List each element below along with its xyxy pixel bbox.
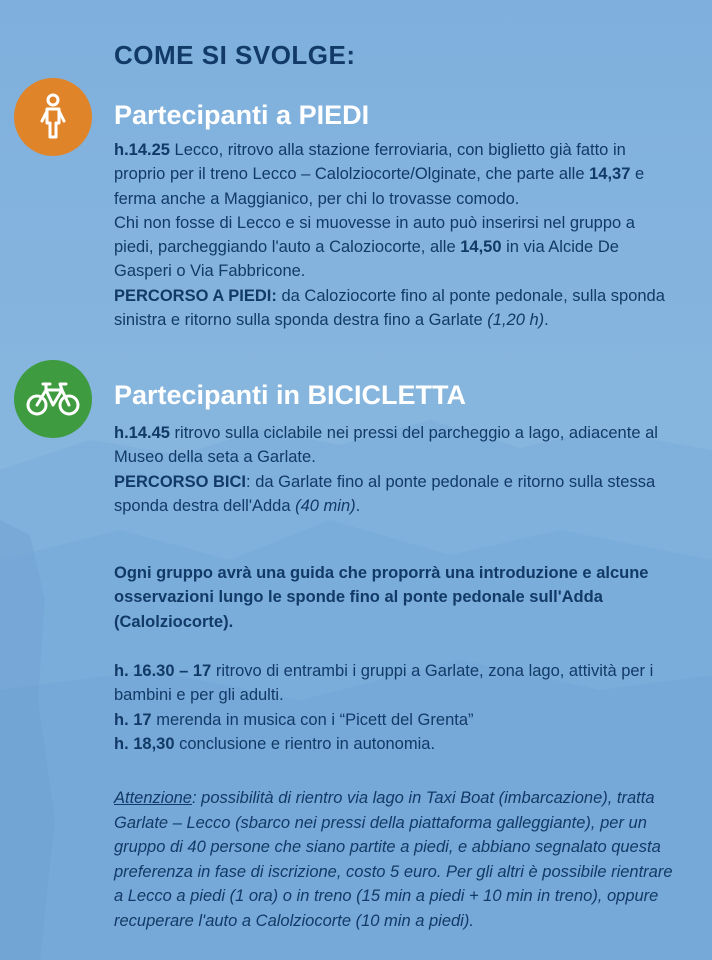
bike-time-meeting: h.14.45 [114,424,170,442]
bike-description: h.14.45 ritrovo sulla ciclabile nei pressi del parcheggio a lago, adiacente al Museo della seta a Garlate. PERCORSO BICI: da Garlate fino al ponte pedonale e ritorno sulla stessa sponda destra dell'Adda (40 min). [114,424,658,515]
schedule-time-3: h. 18,30 [114,734,175,753]
bike-section-title: Partecipanti in BICICLETTA [114,380,467,410]
walk-description: h.14.25 Lecco, ritrovo alla stazione ferroviaria, con biglietto già fatto in proprio per il treno Lecco – Calolziocorte/Olginate, che parte alle 14,37 e ferma anche a Maggianico, per chi lo trovasse comodo. Chi non fosse di Lecco e si muovesse in auto può inserirsi nel gruppo a piedi, parcheggiando l'auto a Caloziocorte, alle 14,50 in via Alcide De Gasperi o Via Fabbricone. PERCORSO A PIEDI: da Caloziocorte fino al ponte pedonale, sulla sponda sinistra e ritorno sulla sponda destra fino a Garlate (1,20 h). [114,141,665,330]
bike-route-duration: (40 min) [295,496,356,515]
page-title: COME SI SVOLGE: [114,40,356,70]
bike-route-label: PERCORSO BICI [114,472,247,491]
walk-time-meeting: h.14.25 [114,141,170,159]
walk-route-duration: (1,20 h) [487,311,545,330]
pedestrian-icon [14,78,92,156]
schedule-time-1: h. 16.30 – 17 [114,662,212,680]
schedule: h. 16.30 – 17 ritrovo di entrambi i gruppi a Garlate, zona lago, attività per i bambini e per gli adulti. h. 17 merenda in musica con i “Picett del Grenta” h. 18,30 conclusione e rientro in autonomia. [114,662,654,753]
attention-note: Attenzione: possibilità di rientro via lago in Taxi Boat (imbarcazione), tratta Garlate – Lecco (sbarco nei pressi della piattaforma galleggiante), per un gruppo di 40 persone che siano partite a piedi, e abbiano segnalato questa preferenza in fase di iscrizione, costo 5 euro. Per gli altri è possibile rientrare a Lecco a piedi (1 ora) o in treno (15 min a piedi + 10 min in treno), oppure recuperare l'auto a Calolziocorte (10 min a piedi). [114,789,673,930]
attention-label: Attenzione [114,789,192,807]
walk-time-train: 14,37 [589,165,631,184]
guide-note: Ogni gruppo avrà una guida che proporrà una introduzione e alcune osservazioni lungo le sponde fino al ponte pedonale sull'Adda (Calolziocorte). [114,564,649,631]
schedule-time-2: h. 17 [114,710,152,729]
walk-route-label: PERCORSO A PIEDI: [114,286,277,305]
walk-time-car: 14,50 [460,238,502,257]
bicycle-icon [14,360,92,438]
walk-section-title: Partecipanti a PIEDI [114,100,370,130]
